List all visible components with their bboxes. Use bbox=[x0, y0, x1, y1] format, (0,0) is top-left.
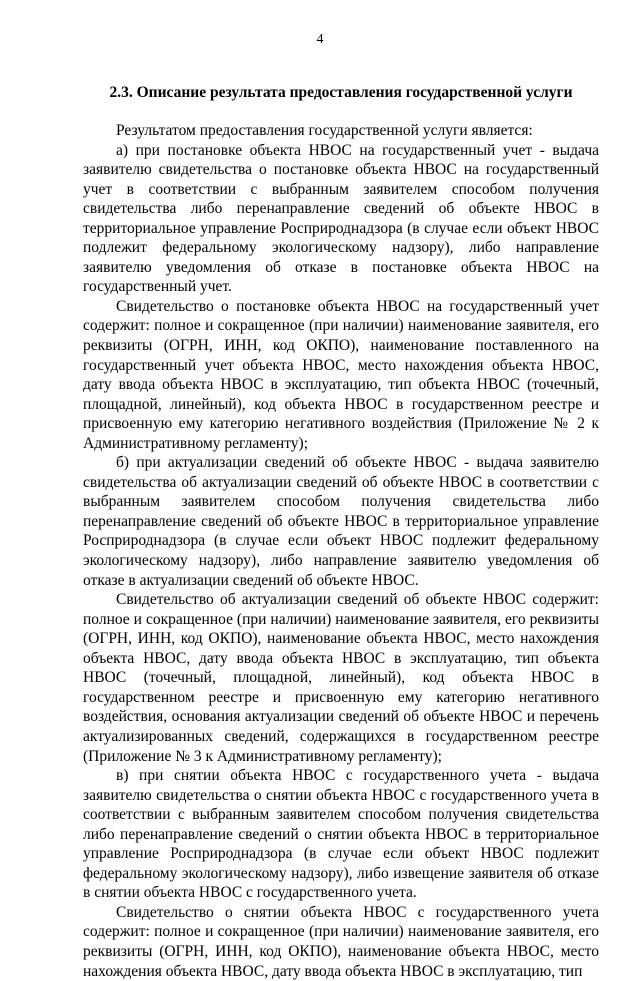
paragraph-intro: Результатом предоставления государственной услуги является: bbox=[116, 122, 533, 139]
paragraph-item-c: в) при снятии объекта НВОС с государственного учета - выдача заявителю свидетельства о снятии объекта НВОС с государственного учета в соответствии с выбранным заявителем способом получения свидетельства либо перенаправление сведений о снятии объекта НВОС в территориальное управление Росприроднадзора (в случае если объект НВОС подлежит федеральному экологическому надзору), либо извещение заявителя об отказе в снятии объекта НВОС с государственного учета. bbox=[83, 767, 599, 902]
section-heading: 2.3. Описание результата предоставления государственной услуги bbox=[109, 84, 573, 101]
paragraph-item-a: а) при постановке объекта НВОС на государственный учет - выдача заявителю свидетельства о постановке объекта НВОС на государственный учет в соответствии с выбранным заявителем способом получения свидетельства либо перенаправление сведений об объекте НВОС в территориальное управление Росприроднадзора (в случае если объект НВОС подлежит федеральному экологическому надзору), либо направление заявителю уведомления об отказе в постановке объекта НВОС на государственный учет. bbox=[83, 141, 599, 296]
section-body bbox=[83, 121, 599, 981]
paragraph-certificate-removal: Свидетельство о снятии объекта НВОС с государственного учета содержит: полное и сокращенное (при наличии) наименование заявителя, его реквизиты (ОГРН, ИНН, код ОКПО), наименование объекта НВОС, место нахождения объекта НВОС, дату ввода объекта НВОС в эксплуатацию, тип bbox=[83, 903, 599, 980]
paragraph-certificate-update: Свидетельство об актуализации сведений об объекте НВОС содержит: полное и сокращенное (при наличии) наименование заявителя, его реквизиты (ОГРН, ИНН, код ОКПО), наименование объекта НВОС, место нахождения объекта НВОС, дату ввода объекта НВОС в эксплуатацию, тип объекта НВОС (точечный, площадной, линейный), код объекта НВОС в государственном реестре и присвоенную ему категорию негативного воздействия, основания актуализации сведений об объекте НВОС и перечень актуализированных сведений, содержащихся в государственном реестре (Приложение № 3 к Административному регламенту); bbox=[83, 591, 599, 765]
page-number: 4 bbox=[316, 32, 324, 47]
paragraph-certificate-registration: Свидетельство о постановке объекта НВОС на государственный учет содержит: полное и сокращенное (при наличии) наименование заявителя, его реквизиты (ОГРН, ИНН, код ОКПО), наименование поставленного на государственный учет объекта НВОС, место нахождения объекта НВОС, дату ввода объекта НВОС в эксплуатацию, тип объекта НВОС (точечный, площадной, линейный), код объекта НВОС в государственном реестре и присвоенную ему категорию негативного воздействия (Приложение № 2 к Административному регламенту); bbox=[83, 297, 599, 452]
paragraph-item-b: б) при актуализации сведений об объекте НВОС - выдача заявителю свидетельства об актуализации сведений об объекте НВОС в соответствии с выбранным заявителем способом получения свидетельства либо перенаправление сведений об объекте НВОС в территориальное управление Росприроднадзора (в случае если объект НВОС подлежит федеральному экологическому надзору), либо направление заявителю уведомления об отказе в актуализации сведений об объекте НВОС. bbox=[83, 454, 599, 589]
